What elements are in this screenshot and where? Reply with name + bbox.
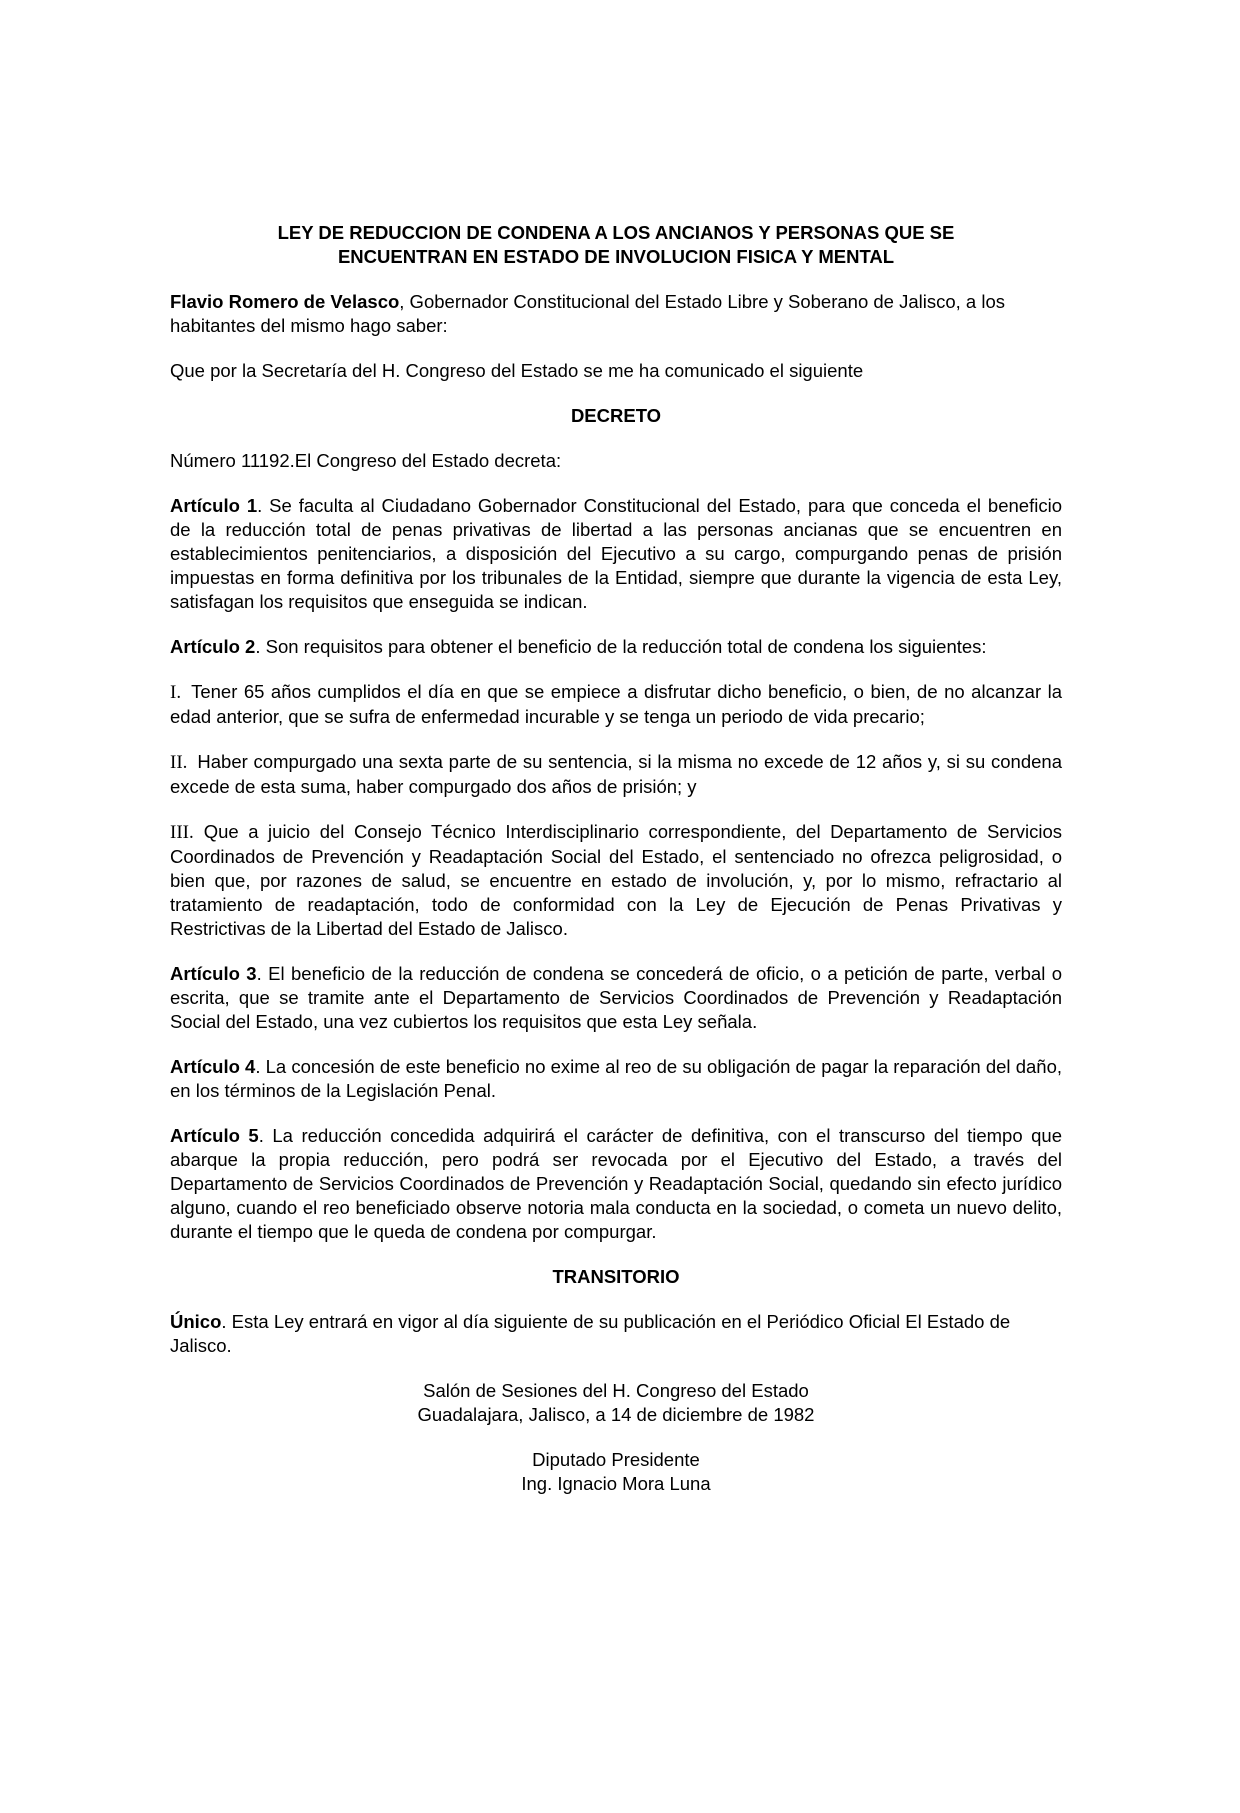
document-page: [170, 221, 1062, 1517]
article-3-label: Artículo 3: [170, 963, 257, 984]
article-3-text: . El beneficio de la reducción de condena se concederá de oficio, o a petición de parte, verbal o escrita, que se tramite ante el Departamento de Servicios Coordinados de Prevención y Readaptación Social del Estado, una vez cubiertos los requisitos que esta Ley señala.: [170, 963, 1063, 1032]
article-5: [170, 1124, 1062, 1244]
requirement-3: [170, 820, 1062, 941]
article-1-text: . Se faculta al Ciudadano Gobernador Constitucional del Estado, para que conceda el beneficio de la reducción total de penas privativas de libertad a las personas ancianas que se encuentren en establecimientos penitenciarios, a disposición del Ejecutivo a su cargo, compurgando penas de prisión impuestas en forma definitiva por los tribunales de la Entidad, siempre que durante la vigencia de esta Ley, satisfagan los requisitos que enseguida se indican.: [170, 495, 1062, 612]
decree-number: Número 11192.El Congreso del Estado decreta:: [170, 450, 562, 471]
article-1: [170, 494, 1062, 614]
article-4-text: . La concesión de este beneficio no exime al reo de su obligación de pagar la reparación del daño, en los términos de la Legislación Penal.: [170, 1056, 1062, 1101]
requirement-2: [170, 750, 1062, 799]
decreto-heading: DECRETO: [570, 405, 662, 426]
article-2-label: Artículo 2: [170, 636, 256, 657]
article-4: [170, 1055, 1062, 1103]
unico-label: Único: [170, 1311, 222, 1332]
article-5-label: Artículo 5: [170, 1125, 259, 1146]
closing-place-line-2: Guadalajara, Jalisco, a 14 de diciembre de 1982: [417, 1404, 815, 1425]
governor-name: Flavio Romero de Velasco: [170, 291, 400, 312]
requirement-1: [170, 680, 1062, 729]
article-3: [170, 962, 1062, 1034]
closing-place: [170, 1379, 1062, 1427]
unico-text: . Esta Ley entrará en vigor al día siguiente de su publicación en el Periódico Oficial El Estado de Jalisco.: [170, 1311, 1011, 1356]
signer-title: Diputado Presidente: [532, 1449, 700, 1470]
requirement-2-text: Haber compurgado una sexta parte de su sentencia, si la misma no excede de 12 años y, si su condena excede de esta suma, haber compurgado dos años de prisión; y: [170, 751, 1062, 797]
article-1-label: Artículo 1: [170, 495, 258, 516]
article-2-text: . Son requisitos para obtener el beneficio de la reducción total de condena los siguientes:: [255, 636, 987, 657]
intro-paragraph: [170, 290, 1062, 338]
requirement-3-numeral: III.: [170, 822, 194, 843]
requirement-1-text: Tener 65 años cumplidos el día en que se empiece a disfrutar dicho beneficio, o bien, de no alcanzar la edad anterior, que se sufra de enfermedad incurable y se tenga un periodo de vida precario;: [170, 681, 1062, 727]
transitorio-heading: TRANSITORIO: [552, 1266, 680, 1287]
requirement-2-numeral: II.: [170, 752, 188, 773]
closing-place-line-1: Salón de Sesiones del H. Congreso del Estado: [423, 1380, 809, 1401]
unico-paragraph: [170, 1310, 1062, 1358]
requirement-3-text: Que a juicio del Consejo Técnico Interdisciplinario correspondiente, del Departamento de Servicios Coordinados de Prevención y Readaptación Social del Estado, el sentenciado no ofrezca peligrosidad, o bien que, por razones de salud, se encuentre en estado de involución, y, por lo mismo, refractario al tratamiento de readaptación, todo de conformidad con la Ley de Ejecución de Penas Privativas y Restrictivas de la Libertad del Estado de Jalisco.: [170, 821, 1062, 939]
article-5-text: . La reducción concedida adquirirá el carácter de definitiva, con el transcurso del tiempo que abarque la propia reducción, pero podrá ser revocada por el Ejecutivo del Estado, a través del Departamento de Servicios Coordinados de Prevención y Readaptación Social, quedando sin efecto jurídico alguno, cuando el reo beneficiado observe notoria mala conducta en la sociedad, o cometa un nuevo delito, durante el tiempo que le queda de condena por compurgar.: [170, 1125, 1062, 1242]
signer-name: Ing. Ignacio Mora Luna: [521, 1473, 711, 1494]
signature-block: [170, 1448, 1062, 1496]
article-2: [170, 635, 1062, 659]
requirement-1-numeral: I.: [170, 682, 182, 703]
governor-text: , Gobernador Constitucional del Estado Libre y Soberano de Jalisco, a los habitantes del mismo hago saber:: [170, 291, 1006, 336]
law-title-line-2: ENCUENTRAN EN ESTADO DE INVOLUCION FISICA Y MENTAL: [337, 246, 895, 267]
law-title-line-1: LEY DE REDUCCION DE CONDENA A LOS ANCIANOS Y PERSONAS QUE SE: [277, 222, 955, 243]
communication-paragraph: Que por la Secretaría del H. Congreso del Estado se me ha comunicado el siguiente: [170, 360, 864, 381]
law-title: [170, 221, 1062, 269]
article-4-label: Artículo 4: [170, 1056, 256, 1077]
